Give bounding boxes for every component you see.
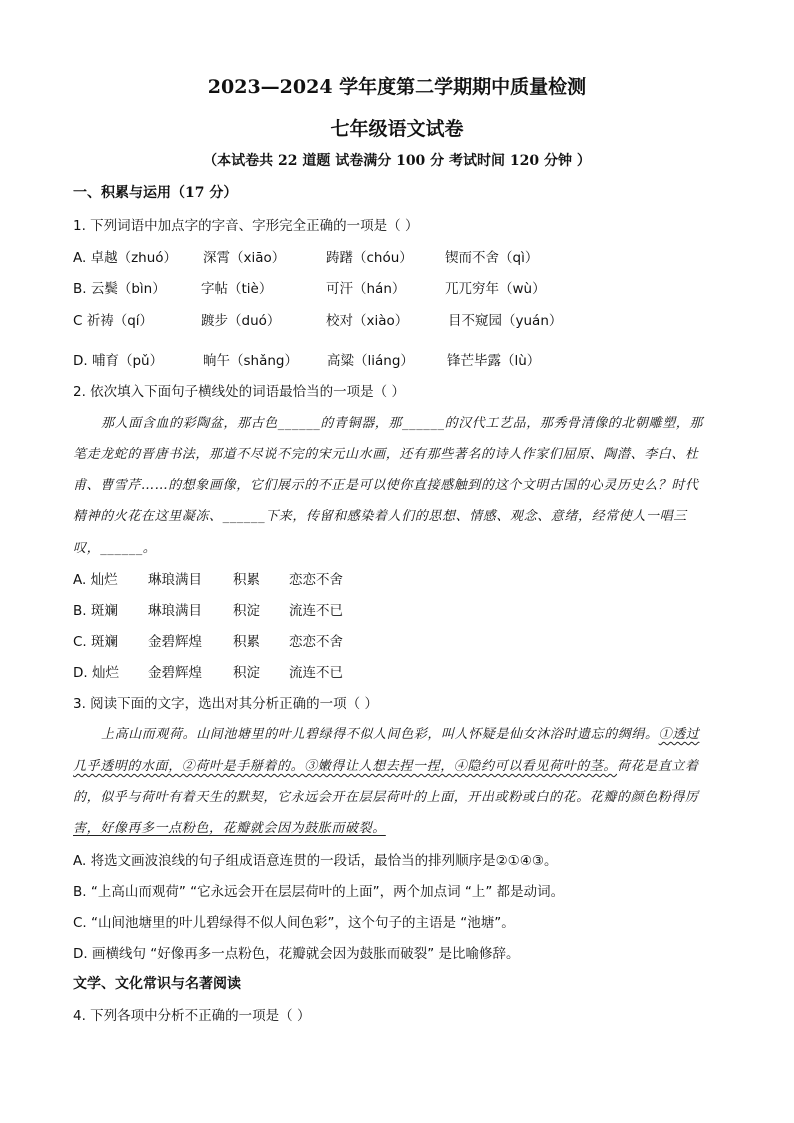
q2-option-a-2: 琳琅满目 — [148, 572, 202, 588]
question-4-stem: 4. 下列各项中分析不正确的一项是（ ） — [73, 1008, 311, 1024]
q2-option-b-4: 流连不已 — [289, 603, 343, 619]
q1-option-b-2: 字帖（tiè） — [201, 281, 273, 297]
q2-option-c-2: 金碧辉煌 — [148, 634, 202, 650]
exam-title: 2023—2024 学年度第二学期期中质量检测 — [207, 76, 587, 98]
q1-option-c-1: C 祈祷（qí） — [73, 313, 154, 329]
q1-option-d-1: D. 哺育（pǔ） — [73, 353, 164, 369]
exam-note: （本试卷共 22 道题 试卷满分 100 分 考试时间 120 分钟 ） — [203, 153, 591, 169]
q2-option-d-2: 金碧辉煌 — [148, 665, 202, 681]
q1-option-a-4: 锲而不舍（qì） — [445, 250, 539, 266]
exam-subtitle: 七年级语文试卷 — [330, 118, 464, 140]
q2-option-c-4: 恋恋不舍 — [289, 634, 343, 650]
q1-option-c-4: 目不窥园（yuán） — [448, 313, 563, 329]
q1-option-b-4: 兀兀穷年（wù） — [445, 281, 546, 297]
q2-passage-line-1: 那人面含血的彩陶盆，那古色______的青铜器，那______的汉代工艺品，那秀骨清像的北朝雕塑，那 — [101, 416, 704, 431]
q3-passage-line-2 — [73, 755, 699, 774]
q1-option-c-3: 校对（xiào） — [326, 313, 409, 329]
q3-passage-line-1 — [101, 723, 699, 742]
q3-passage-line-3: 的，似乎与荷叶有着天生的默契，它永远会开在层层荷叶的上面，开出或粉或白的花。花瓣的颜色粉得厉 — [73, 790, 699, 805]
q1-option-d-3: 高粱（liáng） — [327, 353, 414, 369]
q2-option-d-3: 积淀 — [233, 665, 260, 681]
q1-option-b-3: 可汗（hán） — [326, 281, 406, 297]
section-heading-literature: 文学、文化常识与名著阅读 — [73, 976, 241, 992]
q1-option-d-2: 晌午（shǎng） — [203, 353, 298, 369]
question-1-stem: 1. 下列词语中加点字的字音、字形完全正确的一项是（ ） — [73, 218, 419, 234]
q3-option-d: D. 画横线句 “好像再多一点粉色，花瓣就会因为鼓胀而破裂” 是比喻修辞。 — [73, 946, 520, 962]
q2-passage-line-3: 甫、曹雪芹……的想象画像，它们展示的不正是可以使你直接感触到的这个文明古国的心灵历史么？时代 — [73, 478, 699, 493]
q3-option-b: B. “上高山而观荷” “它永远会开在层层荷叶的上面”，两个加点词 “上” 都是动词。 — [73, 884, 565, 900]
q2-option-b-1: B. 斑斓 — [73, 603, 118, 619]
q3-passage-line-1-text: 上高山而观荷。山间池塘里的叶儿碧绿得不似人间色彩，叫人怀疑是仙女沐浴时遗忘的绸绢。 — [101, 727, 659, 742]
q1-option-c-2: 踱步（duó） — [201, 313, 281, 329]
q2-passage-line-4: 精神的火花在这里凝冻、______下来，传留和感染着人们的思想、情感、观念、意绪，经常使人一唱三 — [73, 509, 687, 524]
q2-option-c-1: C. 斑斓 — [73, 634, 119, 650]
q2-passage-line-5: 叹，______。 — [73, 541, 157, 556]
q2-passage-line-2: 笔走龙蛇的晋唐书法，那道不尽说不完的宋元山水画，还有那些著名的诗人作家们屈原、陶潜、李白、杜 — [73, 447, 699, 462]
q3-passage-line-2-tail: 荷花是直立着 — [617, 759, 699, 774]
question-3-stem: 3. 阅读下面的文字，选出对其分析正确的一项（ ） — [73, 696, 378, 712]
q1-option-a-1: A. 卓越（zhuó） — [73, 250, 178, 266]
q2-option-d-4: 流连不已 — [289, 665, 343, 681]
q1-option-a-3: 踌躇（chóu） — [326, 250, 413, 266]
q3-passage-line-4 — [73, 817, 386, 836]
q1-option-b-1: B. 云鬓（bìn） — [73, 281, 166, 297]
q2-option-a-4: 恋恋不舍 — [289, 572, 343, 588]
q3-option-a: A. 将选文画波浪线的句子组成语意连贯的一段话，最恰当的排列顺序是②①④③。 — [73, 853, 558, 869]
q2-option-b-3: 积淀 — [233, 603, 260, 619]
q2-option-a-1: A. 灿烂 — [73, 572, 118, 588]
q2-option-a-3: 积累 — [233, 572, 260, 588]
q3-option-c: C. “山间池塘里的叶儿碧绿得不似人间色彩”，这个句子的主语是 “池塘”。 — [73, 915, 515, 931]
section-heading: 一、积累与运用（17 分） — [73, 185, 238, 201]
q2-option-d-1: D. 灿烂 — [73, 665, 119, 681]
q2-option-c-3: 积累 — [233, 634, 260, 650]
question-2-stem: 2. 依次填入下面句子横线处的词语最恰当的一项是（ ） — [73, 384, 405, 400]
q3-wavy-sentence-start: ①透过 — [658, 727, 700, 742]
q1-option-a-2: 深霄（xiāo） — [203, 250, 286, 266]
q3-wavy-sentences: 几乎透明的水面，②荷叶是手掰着的。③嫩得让人想去捏一捏，④隐约可以看见荷叶的茎。 — [73, 759, 618, 774]
q1-option-d-4: 锋芒毕露（lù） — [447, 353, 541, 369]
q3-underlined-sentence: 害，好像再多一点粉色，花瓣就会因为鼓胀而破裂。 — [73, 821, 386, 836]
q2-option-b-2: 琳琅满目 — [148, 603, 202, 619]
